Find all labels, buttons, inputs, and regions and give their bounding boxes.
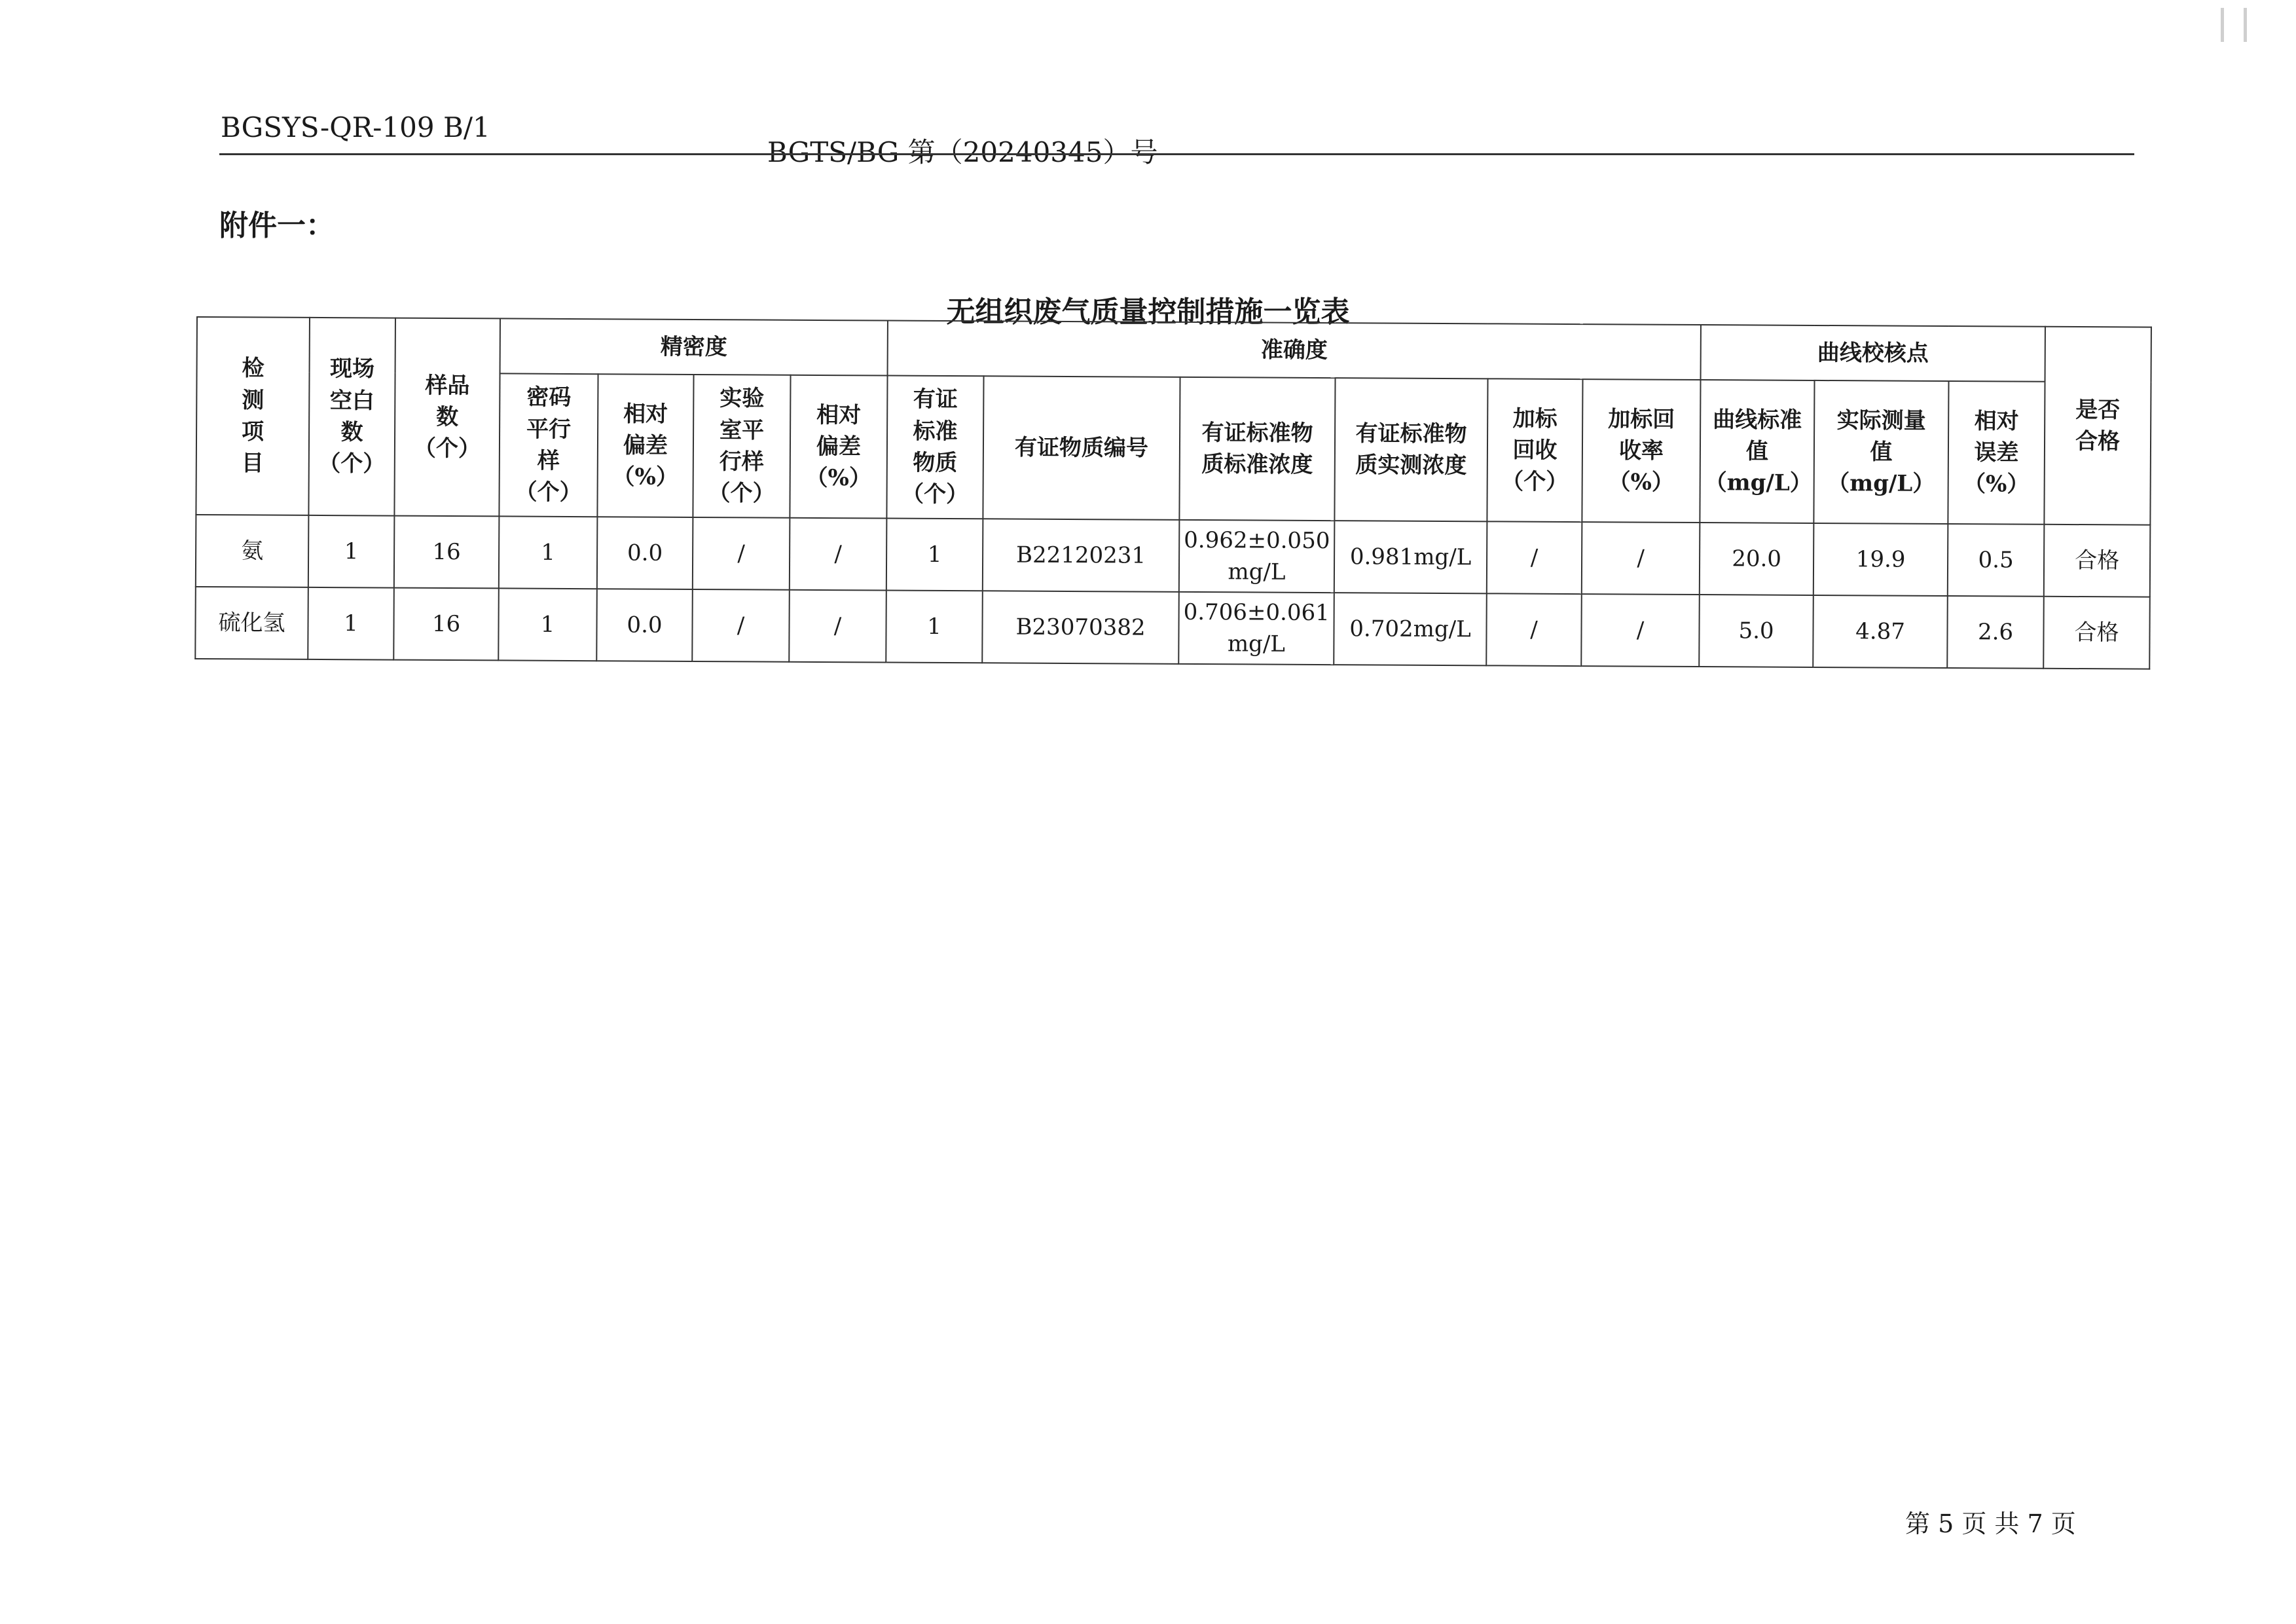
header-test-item: 检 测 项 目 [196,317,310,515]
cell-crm-count: 1 [886,591,983,663]
header-relative-error: 相对 误差 （%） [1948,381,2045,525]
table-row [195,587,2150,669]
cell-curve-standard: 5.0 [1699,595,1813,667]
cell-blind-parallel: 1 [498,588,597,661]
header-pass: 是否 合格 [2044,327,2151,525]
cell-crm-id: B23070382 [982,591,1179,664]
qc-table-container [194,316,2138,670]
cell-relative-error: 0.5 [1948,524,2045,597]
cell-relative-deviation-2: / [790,518,887,591]
header-crm-count: 有证 标准 物质 （个） [886,376,983,519]
cell-relative-error: 2.6 [1947,596,2044,669]
cell-blind-parallel: 1 [499,516,598,589]
cell-curve-measured: 4.87 [1813,595,1948,668]
attachment-label: 附件一： [219,209,335,242]
table-row [196,515,2151,597]
cell-curve-measured: 19.9 [1813,523,1948,596]
cell-samples: 16 [394,516,500,589]
cell-lab-parallel: / [693,517,790,590]
cell-blank: 1 [308,515,395,588]
header-divider [219,153,2134,155]
header-blind-parallel: 密码 平行 样 （个） [499,373,598,517]
cell-relative-deviation-2: / [789,590,886,663]
cell-crm-measured-conc: 0.702mg/L [1334,593,1487,665]
scan-edge-mark [2221,8,2247,42]
cell-curve-standard: 20.0 [1700,523,1814,595]
header-relative-deviation-1: 相对 偏差 （%） [597,374,693,517]
cell-crm-id: B22120231 [983,519,1180,592]
header-spike-recovery: 加标回 收率 （%） [1582,379,1700,523]
report-number: BGTS/BG 第（20240345）号 [767,136,1158,168]
table-title: 无组织废气质量控制措施一览表 [946,295,1350,329]
header-crm-measured-conc: 有证标准物 质实测浓度 [1334,378,1487,521]
cell-crm-standard-conc: 0.962±0.050 mg/L [1179,520,1335,593]
cell-item: 氨 [196,515,309,587]
header-group-curve-check: 曲线校核点 [1701,325,2045,382]
cell-blank: 1 [308,587,394,660]
header-relative-deviation-2: 相对 偏差 （%） [790,375,887,519]
cell-relative-deviation-1: 0.0 [597,517,693,589]
cell-pass: 合格 [2044,525,2151,597]
header-group-accuracy: 准确度 [888,321,1701,380]
header-spike-count: 加标 回收 （个） [1487,378,1582,522]
qc-table [194,316,2152,670]
cell-pass: 合格 [2043,597,2150,669]
cell-spike-recovery: / [1581,594,1700,667]
header-group-precision: 精密度 [500,318,888,375]
header-sample-count: 样品 数 （个） [394,318,500,517]
cell-relative-deviation-1: 0.0 [596,589,693,661]
document-code: BGSYS-QR-109 B/1 [221,111,490,143]
header-field-blank: 现场 空白 数 （个） [308,318,395,516]
cell-item: 硫化氢 [195,587,308,659]
cell-spike-recovery: / [1582,522,1700,595]
header-curve-standard: 曲线标准 值 （mg/L） [1700,380,1814,523]
cell-lab-parallel: / [692,589,790,662]
header-lab-parallel: 实验 室平 行样 （个） [693,375,790,518]
cell-crm-count: 1 [886,519,983,591]
header-crm-id: 有证物质编号 [983,376,1180,520]
page-number: 第 5 页 共 7 页 [1905,1509,2076,1538]
cell-spike-count: / [1487,521,1582,594]
cell-spike-count: / [1486,593,1582,666]
cell-crm-standard-conc: 0.706±0.061 mg/L [1178,592,1334,665]
header-crm-standard-conc: 有证标准物 质标准浓度 [1179,377,1335,521]
cell-crm-measured-conc: 0.981mg/L [1334,521,1487,593]
cell-samples: 16 [393,588,499,661]
header-curve-measured: 实际测量 值 （mg/L） [1813,380,1948,524]
